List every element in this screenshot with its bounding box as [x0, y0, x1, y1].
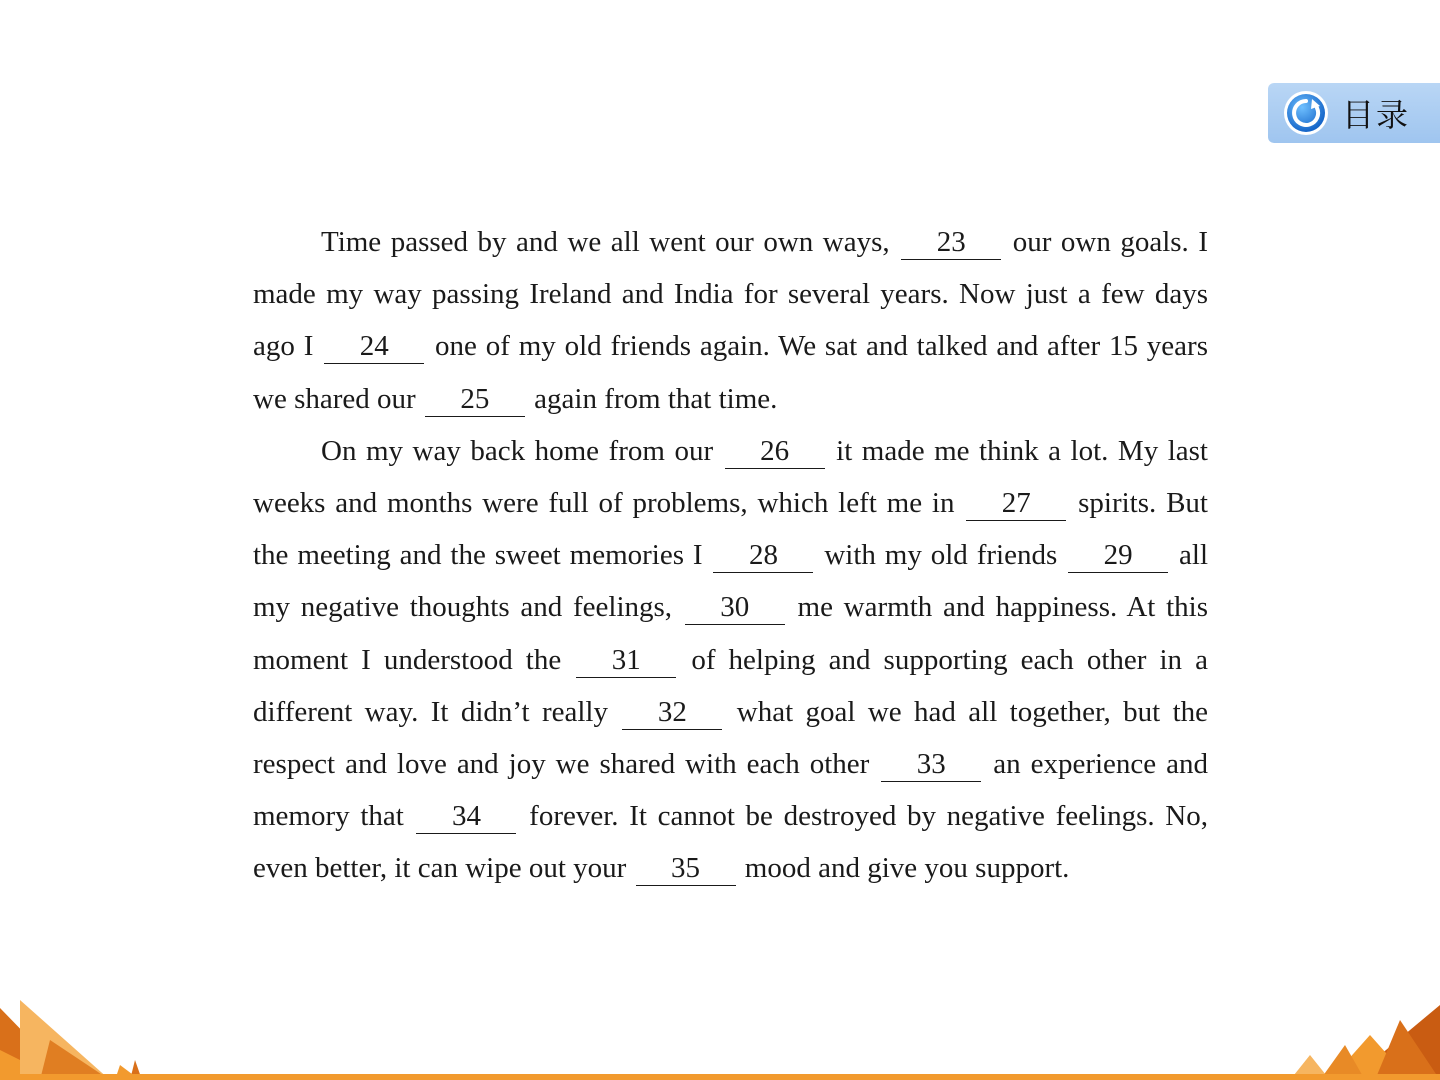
passage-text: all my negative thoughts and feelings, — [253, 539, 1209, 624]
blank-26: 26 — [725, 434, 825, 469]
passage-text: an experience and memory that — [253, 748, 1208, 833]
passage — [253, 216, 1208, 895]
blank-30: 30 — [685, 590, 785, 625]
passage-text: spirits. But the meeting and the sweet memories I — [253, 487, 1208, 572]
blank-27: 27 — [966, 486, 1066, 521]
decorative-pyramids-right — [1290, 1000, 1440, 1080]
blank-32: 32 — [622, 695, 722, 730]
decorative-pyramids-left — [0, 1000, 160, 1080]
passage-text: of helping and supporting each other in a different way. It didn’t really — [253, 643, 1208, 728]
blank-28: 28 — [713, 538, 813, 573]
passage-text: it made me think a lot. My last weeks and months were full of problems, which left me in — [253, 434, 1208, 520]
passage-text: forever. It cannot be destroyed by negative feelings. No, even better, it can wipe out your — [253, 800, 1208, 885]
paragraph — [253, 425, 1208, 895]
passage-text: mood and give you support. — [737, 852, 1070, 885]
blank-34: 34 — [416, 799, 516, 834]
passage-text: what goal we had all together, but the respect and love and joy we shared with each other — [253, 695, 1208, 781]
blank-31: 31 — [576, 643, 676, 678]
toc-label: 目录 — [1342, 96, 1411, 134]
blank-35: 35 — [636, 851, 736, 886]
passage-text: our own goals. I made my way passing Ireland and India for several years. Now just a few days ago I — [253, 226, 1208, 363]
passage-text: one of my old friends again. We sat and talked and after 15 years we shared our — [253, 330, 1208, 415]
blank-25: 25 — [425, 382, 525, 417]
blank-24: 24 — [324, 329, 424, 364]
blank-29: 29 — [1068, 538, 1168, 573]
blank-33: 33 — [881, 747, 981, 782]
passage-text: me warmth and happiness. At this moment I understood the — [253, 591, 1208, 676]
passage-text: On my way back home from our — [321, 434, 723, 467]
paragraph — [253, 216, 1208, 425]
toc-button[interactable] — [1268, 83, 1440, 143]
refresh-circle-icon — [1282, 89, 1330, 137]
blank-23: 23 — [901, 225, 1001, 260]
bottom-bar — [0, 1074, 1440, 1080]
passage-text: Time passed by and we all went our own ways, — [321, 226, 900, 258]
passage-text: with my old friends — [815, 539, 1067, 572]
passage-text: again from that time. — [526, 382, 778, 415]
